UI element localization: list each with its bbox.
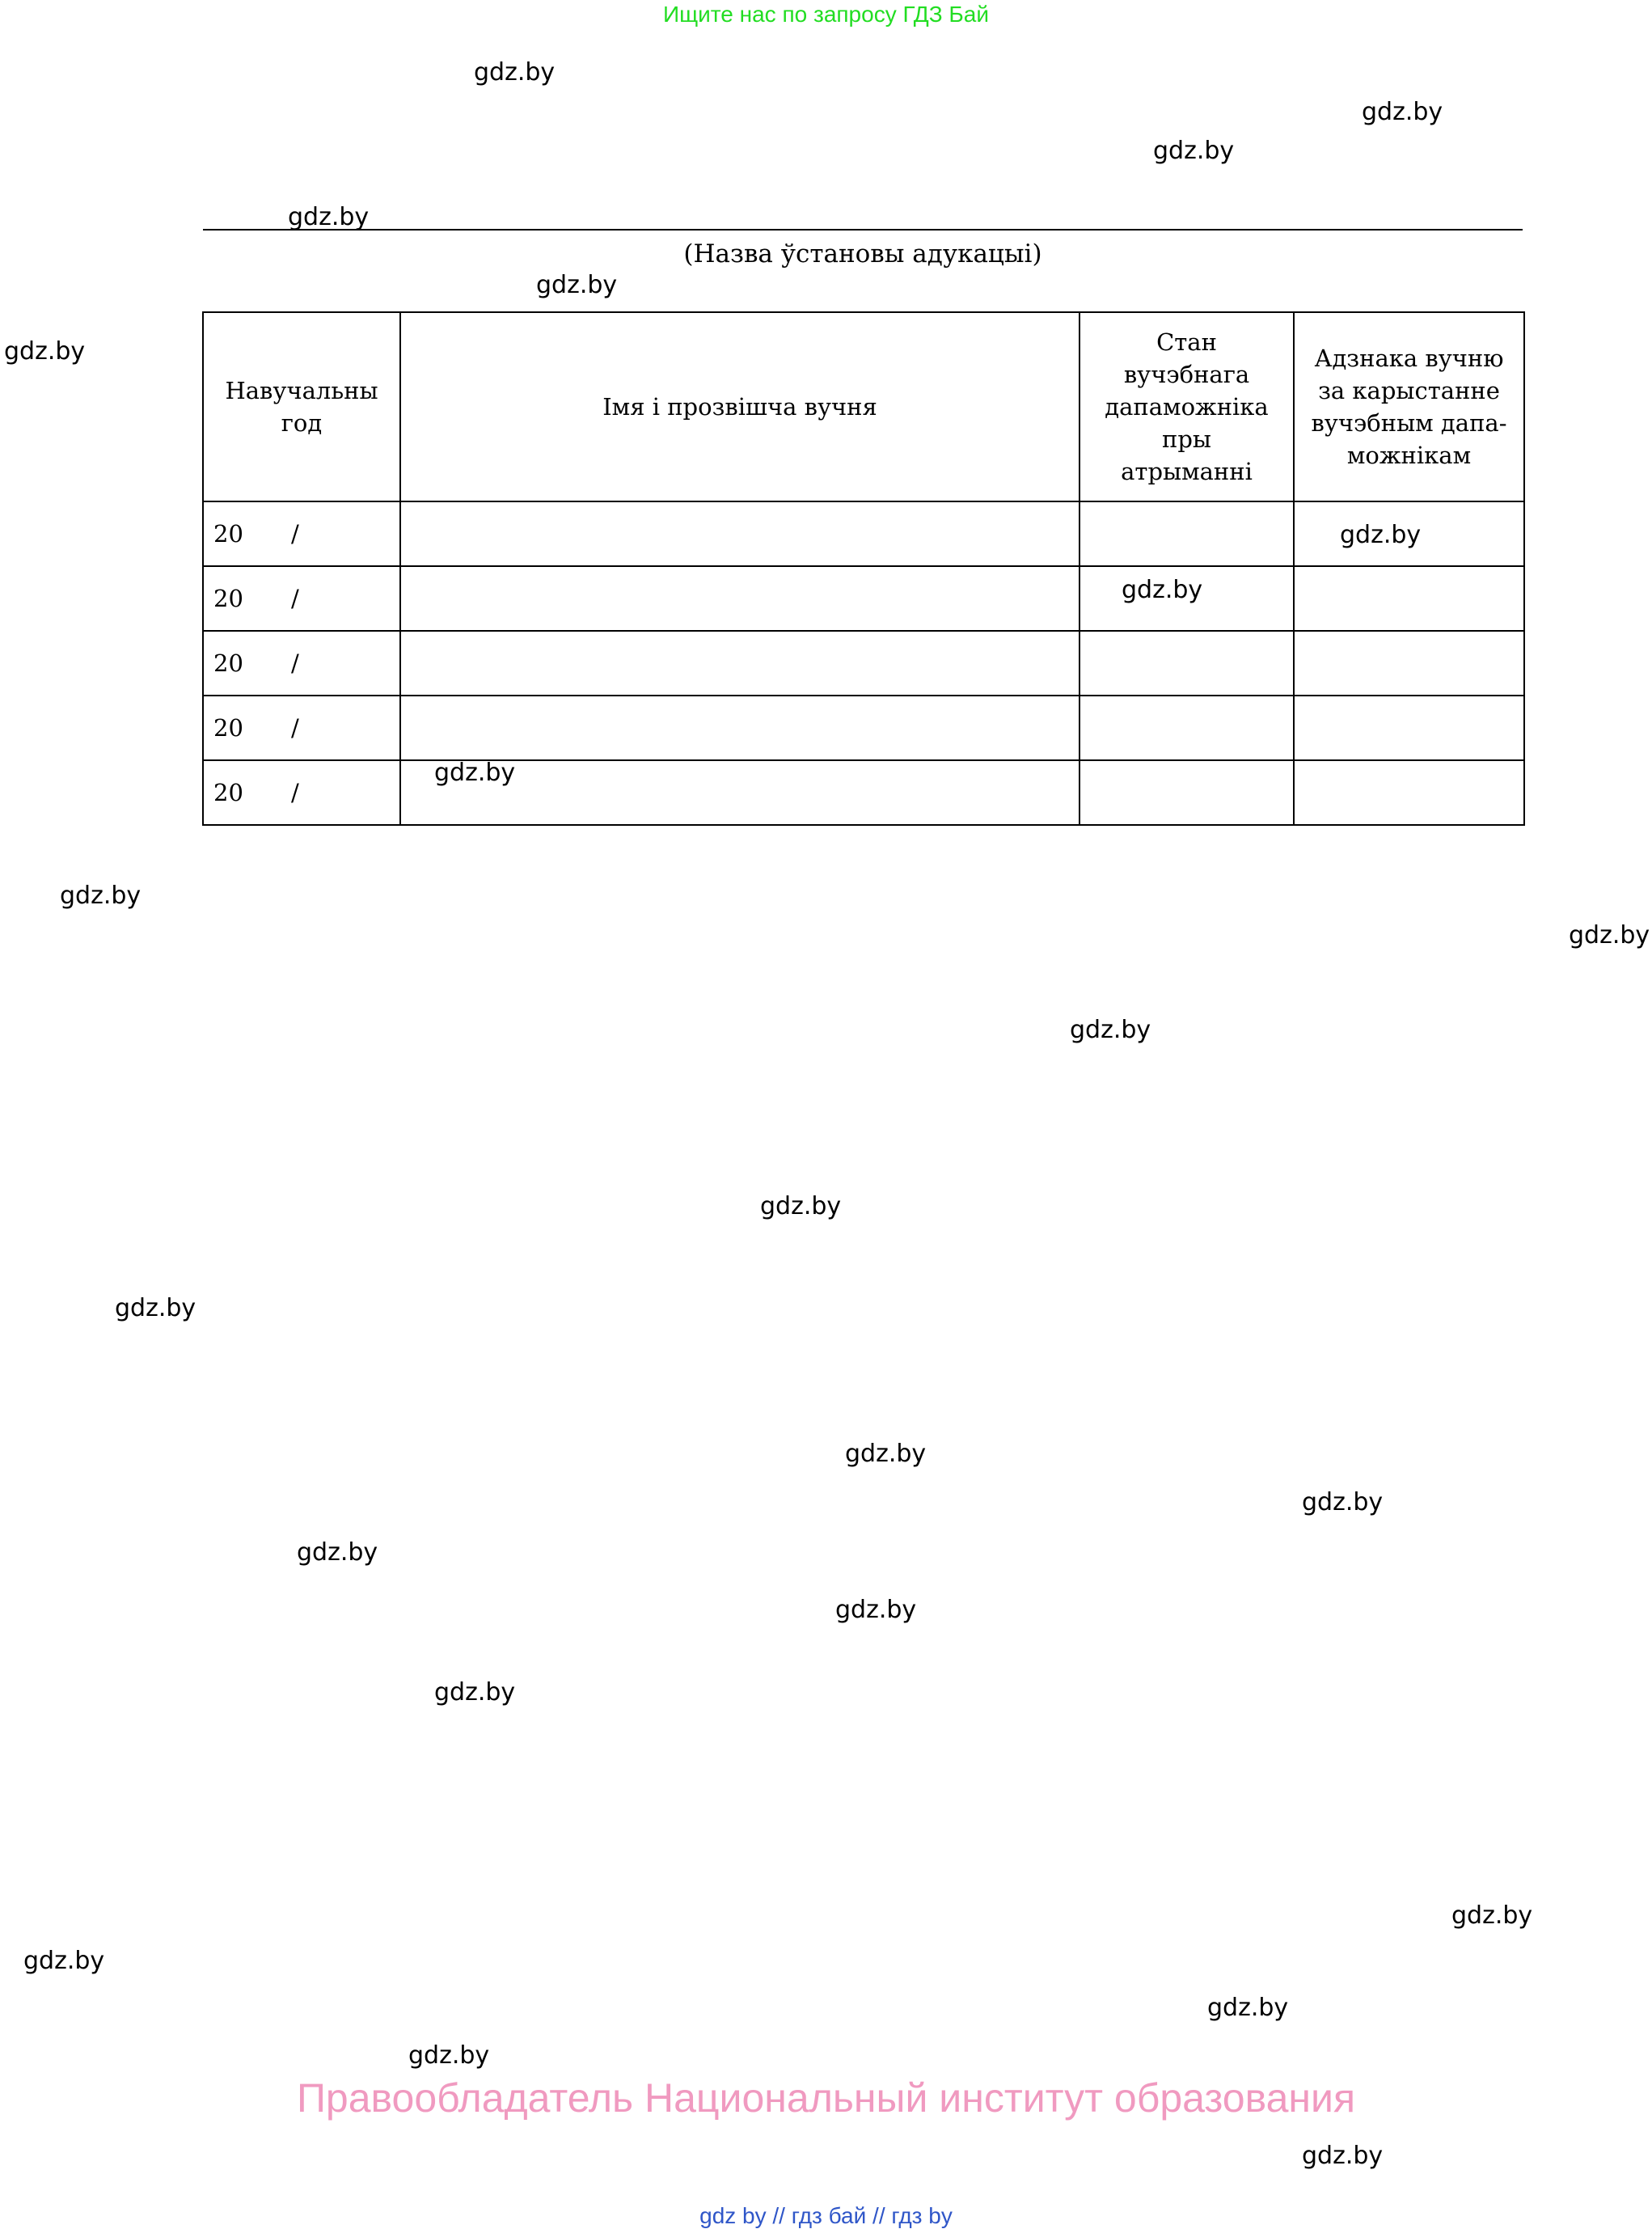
usage-mark-cell [1294, 760, 1524, 825]
header-student-name: Імя і прозвішча вучня [400, 312, 1080, 501]
table-row [203, 501, 1524, 566]
table-header-row [203, 312, 1524, 501]
header-usage-mark: Адзнака вучню за карыстанне вучэбным дапа-можнікам [1294, 312, 1524, 501]
footer-links: gdz by // гдз бай // гдз by [699, 2203, 953, 2228]
watermark: gdz.by [1362, 98, 1443, 126]
watermark: gdz.by [536, 271, 618, 299]
school-year-cell: 20 / [203, 696, 400, 760]
header-school-year: Навучальны год [203, 312, 400, 501]
school-year-cell: 20 / [203, 760, 400, 825]
watermark: gdz.by [434, 1678, 516, 1707]
condition-cell [1080, 501, 1294, 566]
table-row [203, 566, 1524, 631]
school-year-cell: 20 / [203, 501, 400, 566]
institution-name-line [203, 229, 1523, 231]
usage-mark-cell [1294, 566, 1524, 631]
watermark: gdz.by [1122, 576, 1203, 604]
student-name-cell [400, 566, 1080, 631]
watermark: gdz.by [1569, 921, 1650, 950]
condition-cell [1080, 631, 1294, 696]
watermark: gdz.by [760, 1192, 842, 1220]
watermark: gdz.by [23, 1947, 105, 1975]
header-textbook-condition: Стан вучэбнага дапаможніка пры атрыманні [1080, 312, 1294, 501]
school-year-cell: 20 / [203, 631, 400, 696]
usage-mark-cell [1294, 696, 1524, 760]
student-name-cell [400, 696, 1080, 760]
watermark: gdz.by [408, 2041, 490, 2070]
watermark: gdz.by [4, 337, 86, 366]
table-row [203, 696, 1524, 760]
watermark: gdz.by [288, 203, 370, 231]
rights-holder-notice: Правообладатель Национальный институт образования [296, 2075, 1356, 2121]
watermark: gdz.by [1302, 2142, 1384, 2170]
watermark: gdz.by [434, 759, 516, 787]
watermark: gdz.by [1302, 1488, 1384, 1516]
watermark: gdz.by [1451, 1901, 1533, 1930]
condition-cell [1080, 760, 1294, 825]
watermark: gdz.by [115, 1294, 196, 1322]
watermark: gdz.by [474, 58, 556, 87]
condition-cell [1080, 696, 1294, 760]
institution-caption: (Назва ўстановы адукацыі) [683, 239, 1042, 269]
watermark: gdz.by [60, 882, 142, 910]
watermark: gdz.by [1207, 1994, 1289, 2022]
watermark: gdz.by [1340, 521, 1422, 549]
watermark: gdz.by [1153, 137, 1235, 165]
textbook-register-table [202, 311, 1525, 826]
table-row [203, 760, 1524, 825]
watermark: gdz.by [1070, 1016, 1151, 1044]
school-year-cell: 20 / [203, 566, 400, 631]
watermark: gdz.by [835, 1596, 917, 1624]
usage-mark-cell [1294, 631, 1524, 696]
watermark: gdz.by [297, 1538, 378, 1567]
watermark: gdz.by [845, 1440, 927, 1468]
student-name-cell [400, 631, 1080, 696]
table-row [203, 631, 1524, 696]
search-hint-banner: Ищите нас по запросу ГДЗ Бай [662, 2, 990, 27]
student-name-cell [400, 501, 1080, 566]
